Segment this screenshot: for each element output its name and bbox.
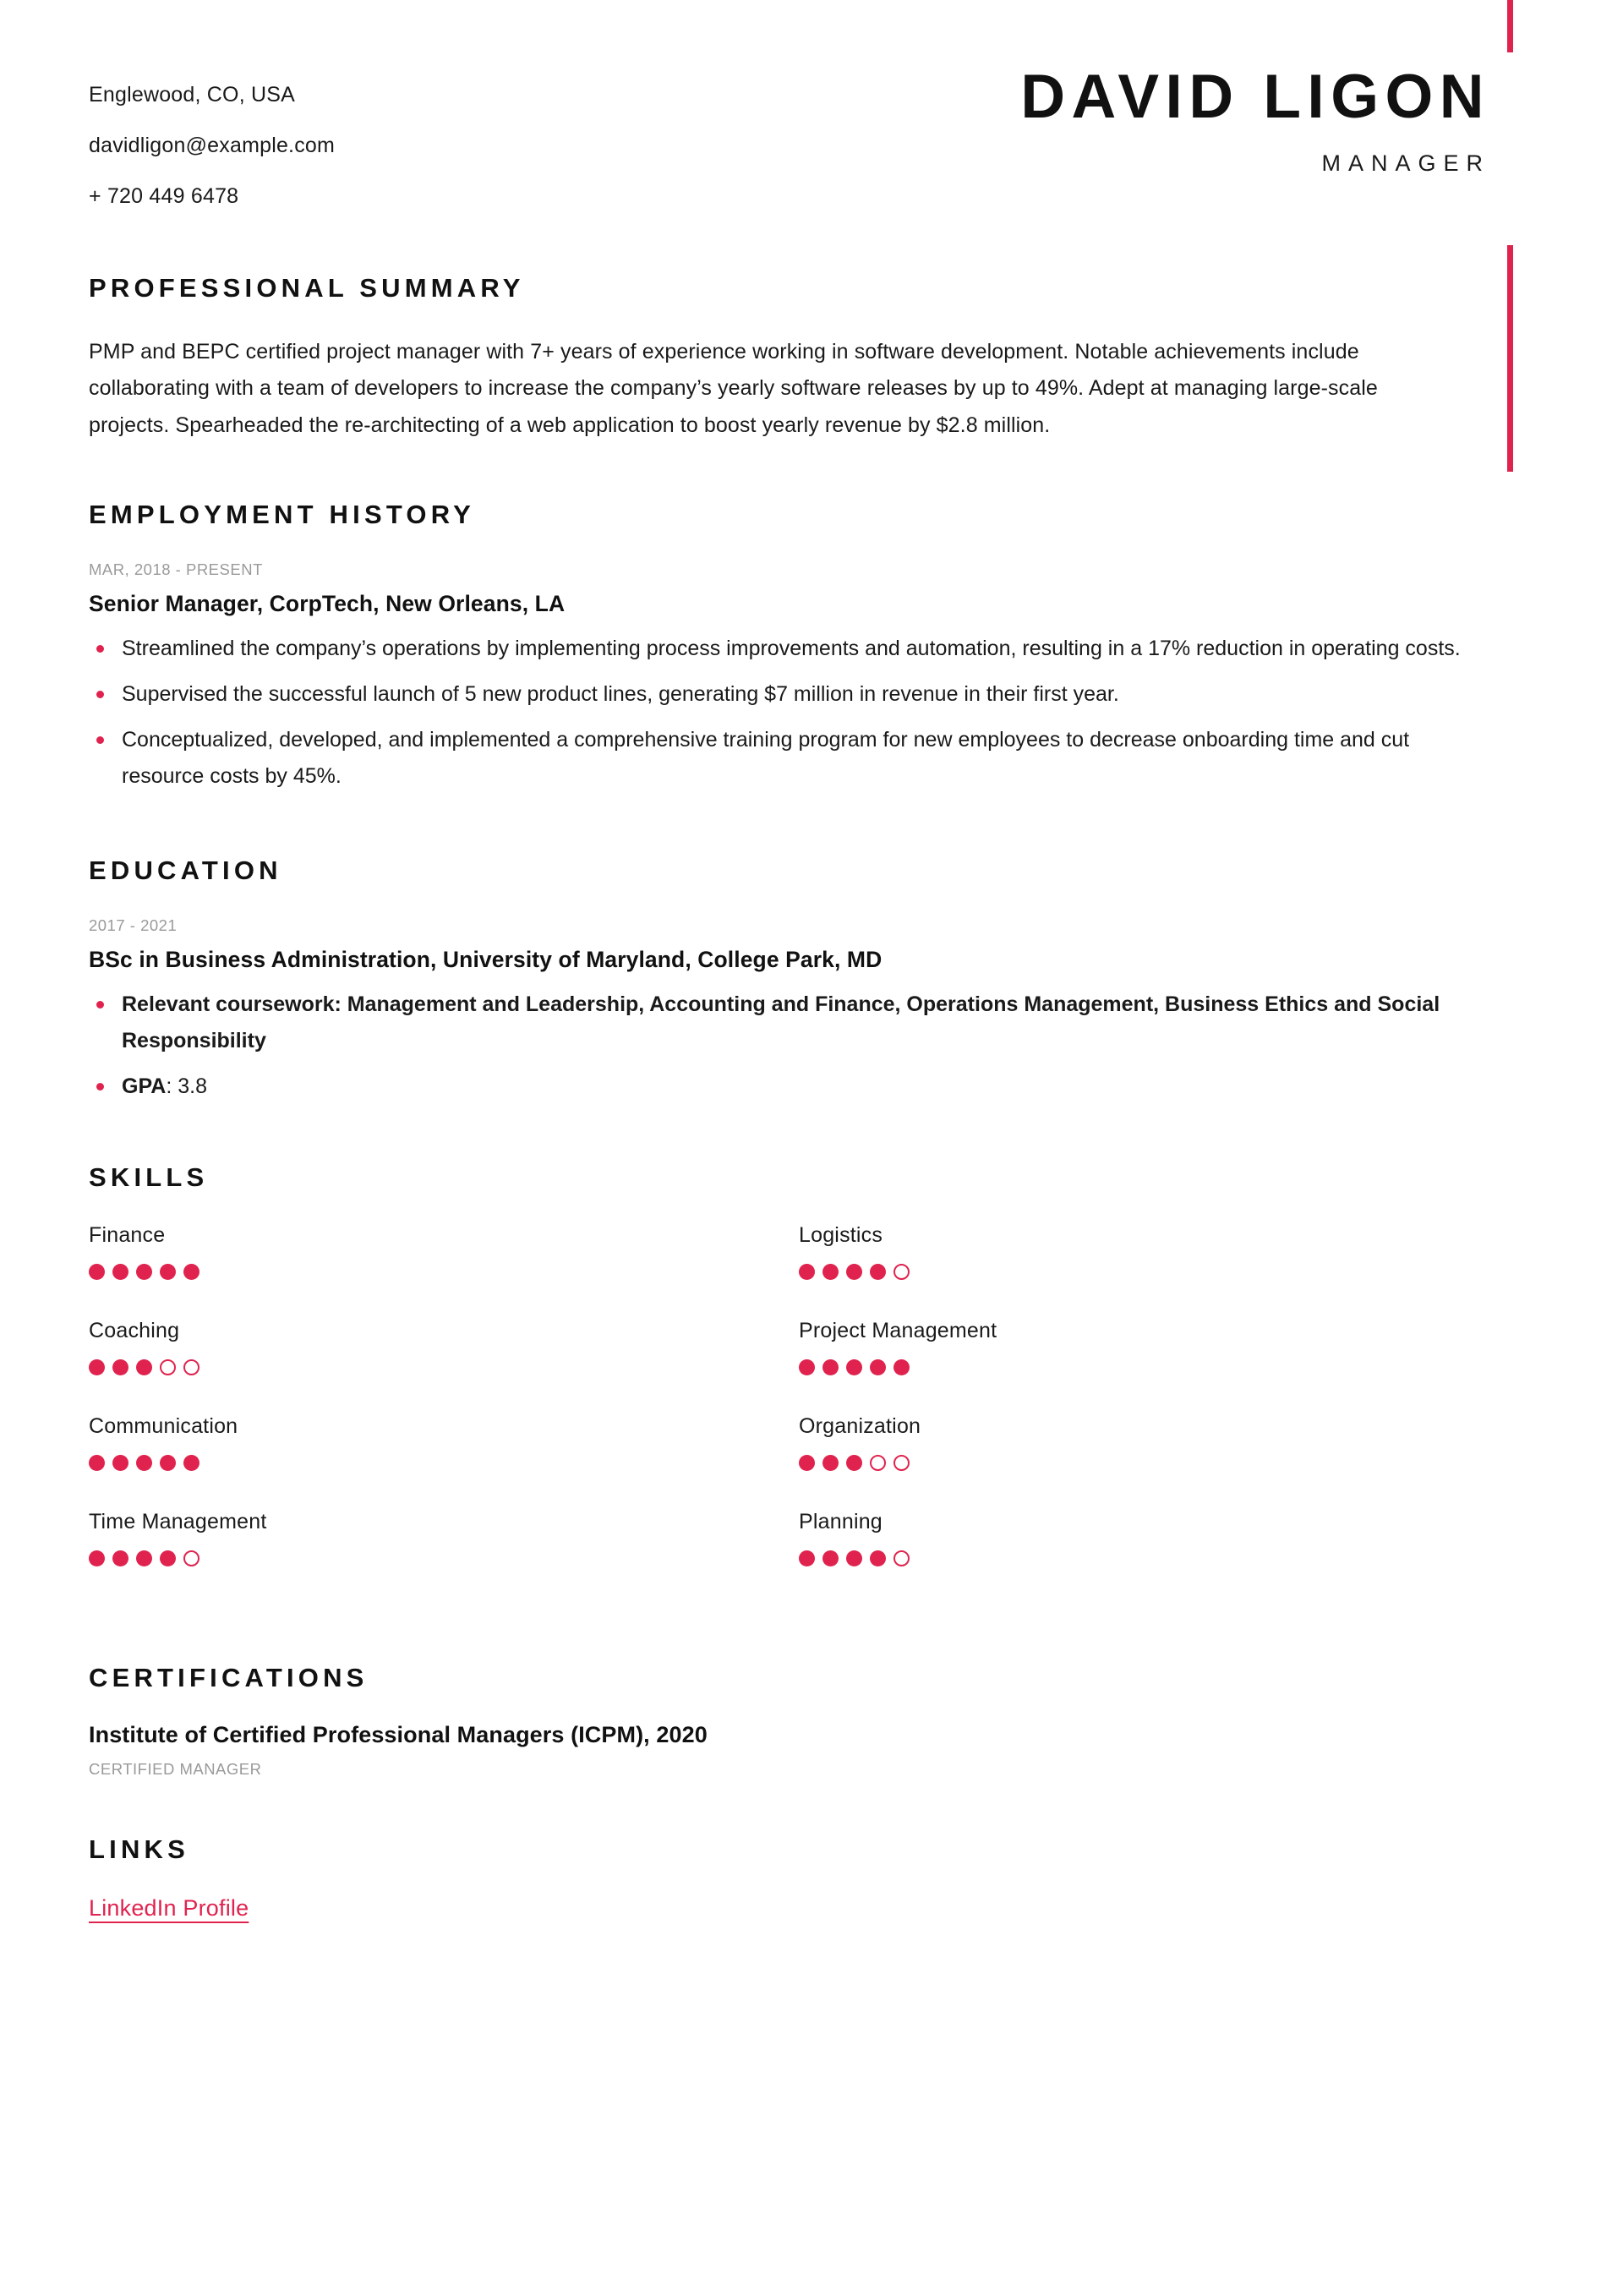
education-bullet-gpa bbox=[89, 1069, 1492, 1105]
rating-dot-filled bbox=[160, 1455, 176, 1471]
education-gpa-label: GPA bbox=[122, 1074, 167, 1098]
skill-name: Communication bbox=[89, 1413, 238, 1438]
education-entry-date: 2017 - 2021 bbox=[89, 916, 178, 934]
skill-item bbox=[89, 1414, 799, 1471]
rating-dot-filled bbox=[846, 1455, 862, 1471]
section-skills bbox=[0, 1162, 1623, 1605]
section-heading-employment-history: EMPLOYMENT HISTORY bbox=[89, 499, 476, 529]
rating-dot-filled bbox=[183, 1264, 199, 1280]
skill-name: Planning bbox=[799, 1509, 883, 1533]
rating-dot-filled bbox=[136, 1264, 152, 1280]
rating-dot-filled bbox=[846, 1359, 862, 1375]
contact-email: davidligon@example.com bbox=[89, 134, 336, 157]
rating-dot-filled bbox=[799, 1359, 815, 1375]
skills-grid bbox=[89, 1223, 1513, 1605]
rating-dot-filled bbox=[799, 1455, 815, 1471]
certification-item bbox=[89, 1722, 1513, 1779]
skill-item bbox=[89, 1223, 799, 1280]
skill-item bbox=[89, 1510, 799, 1566]
rating-dot-filled bbox=[822, 1455, 839, 1471]
skill-rating-dots bbox=[89, 1359, 799, 1375]
section-heading-professional-summary: PROFESSIONAL SUMMARY bbox=[89, 273, 525, 303]
employment-bullet: Streamlined the company’s operations by implementing process improvements and automation, resulting in a 17% reduction in operating costs. bbox=[89, 631, 1492, 667]
skill-item bbox=[89, 1319, 799, 1375]
candidate-job-title: MANAGER bbox=[1321, 150, 1490, 177]
rating-dot-filled bbox=[183, 1455, 199, 1471]
rating-dot-empty bbox=[160, 1359, 176, 1375]
rating-dot-filled bbox=[870, 1264, 886, 1280]
skill-name: Logistics bbox=[799, 1222, 883, 1247]
employment-bullet: Supervised the successful launch of 5 new product lines, generating $7 million in revenue in their first year. bbox=[89, 676, 1492, 713]
section-heading-skills: SKILLS bbox=[89, 1162, 209, 1192]
skill-item bbox=[799, 1223, 1513, 1280]
rating-dot-filled bbox=[89, 1550, 105, 1566]
section-certifications bbox=[0, 1663, 1623, 1779]
rating-dot-filled bbox=[870, 1550, 886, 1566]
identity-block bbox=[1020, 63, 1513, 177]
contact-block bbox=[89, 66, 335, 207]
rating-dot-filled bbox=[89, 1264, 105, 1280]
employment-entry-title: Senior Manager, CorpTech, New Orleans, LA bbox=[89, 590, 566, 616]
links-list bbox=[89, 1895, 1513, 1922]
section-professional-summary bbox=[0, 273, 1623, 444]
certification-title: Institute of Certified Professional Managers (ICPM), 2020 bbox=[89, 1721, 708, 1747]
skill-rating-dots bbox=[799, 1455, 1513, 1471]
education-entry bbox=[89, 916, 1513, 1105]
rating-dot-filled bbox=[822, 1550, 839, 1566]
rating-dot-filled bbox=[893, 1359, 910, 1375]
rating-dot-empty bbox=[183, 1550, 199, 1566]
rating-dot-filled bbox=[136, 1550, 152, 1566]
accent-bar-secondary bbox=[1507, 245, 1513, 472]
rating-dot-filled bbox=[112, 1359, 128, 1375]
skill-name: Time Management bbox=[89, 1509, 267, 1533]
skill-item bbox=[799, 1510, 1513, 1566]
skill-item bbox=[799, 1319, 1513, 1375]
rating-dot-empty bbox=[870, 1455, 886, 1471]
rating-dot-filled bbox=[89, 1359, 105, 1375]
skill-rating-dots bbox=[799, 1359, 1513, 1375]
skill-rating-dots bbox=[799, 1550, 1513, 1566]
rating-dot-filled bbox=[89, 1455, 105, 1471]
employment-entry-date: MAR, 2018 - PRESENT bbox=[89, 560, 263, 578]
rating-dot-filled bbox=[160, 1264, 176, 1280]
skill-item bbox=[799, 1414, 1513, 1471]
skill-name: Coaching bbox=[89, 1318, 180, 1342]
candidate-name: DAVID LIGON bbox=[1020, 63, 1490, 131]
rating-dot-empty bbox=[893, 1550, 910, 1566]
skill-name: Project Management bbox=[799, 1318, 997, 1342]
rating-dot-filled bbox=[112, 1455, 128, 1471]
section-education bbox=[0, 856, 1623, 1105]
rating-dot-empty bbox=[893, 1455, 910, 1471]
section-heading-links: LINKS bbox=[89, 1834, 189, 1864]
education-entry-title: BSc in Business Administration, University of Maryland, College Park, MD bbox=[89, 946, 883, 972]
rating-dot-empty bbox=[893, 1264, 910, 1280]
rating-dot-filled bbox=[112, 1550, 128, 1566]
employment-entry bbox=[89, 560, 1513, 795]
rating-dot-filled bbox=[799, 1264, 815, 1280]
skill-rating-dots bbox=[89, 1264, 799, 1280]
rating-dot-filled bbox=[160, 1550, 176, 1566]
section-employment-history bbox=[0, 500, 1623, 795]
rating-dot-filled bbox=[822, 1359, 839, 1375]
education-bullet-list bbox=[89, 987, 1513, 1105]
rating-dot-filled bbox=[846, 1264, 862, 1280]
rating-dot-empty bbox=[183, 1359, 199, 1375]
skill-rating-dots bbox=[799, 1264, 1513, 1280]
education-gpa-value: : 3.8 bbox=[166, 1074, 207, 1098]
rating-dot-filled bbox=[846, 1550, 862, 1566]
resume-header bbox=[0, 0, 1623, 207]
section-heading-certifications: CERTIFICATIONS bbox=[89, 1662, 369, 1692]
professional-summary-text: PMP and BEPC certified project manager with 7+ years of experience working in software development. Notable achievements include collaborating with a team of developers to increase the company’s yearly software releases by up to 49%. Adept at managing large-scale projects. Spearheaded the re-architecting of a web application to boost yearly revenue by $2.8 million. bbox=[89, 340, 1378, 437]
skill-name: Finance bbox=[89, 1222, 166, 1247]
skill-rating-dots bbox=[89, 1550, 799, 1566]
link-linkedin-profile[interactable]: LinkedIn Profile bbox=[89, 1894, 249, 1921]
education-bullet-coursework: Relevant coursework: Management and Leadership, Accounting and Finance, Operations Management, Business Ethics and Social Responsibility bbox=[89, 987, 1492, 1059]
rating-dot-filled bbox=[870, 1359, 886, 1375]
section-heading-education: EDUCATION bbox=[89, 855, 282, 885]
rating-dot-filled bbox=[136, 1455, 152, 1471]
employment-bullet-list bbox=[89, 631, 1513, 795]
skill-rating-dots bbox=[89, 1455, 799, 1471]
rating-dot-filled bbox=[799, 1550, 815, 1566]
skill-name: Organization bbox=[799, 1413, 921, 1438]
rating-dot-filled bbox=[112, 1264, 128, 1280]
rating-dot-filled bbox=[136, 1359, 152, 1375]
certification-subtitle: CERTIFIED MANAGER bbox=[89, 1759, 262, 1778]
section-links bbox=[0, 1834, 1623, 1922]
employment-bullet: Conceptualized, developed, and implemented a comprehensive training program for new employees to decrease onboarding time and cut resource costs by 45%. bbox=[89, 722, 1492, 795]
contact-phone: + 720 449 6478 bbox=[89, 184, 239, 208]
contact-location: Englewood, CO, USA bbox=[89, 83, 295, 107]
rating-dot-filled bbox=[822, 1264, 839, 1280]
